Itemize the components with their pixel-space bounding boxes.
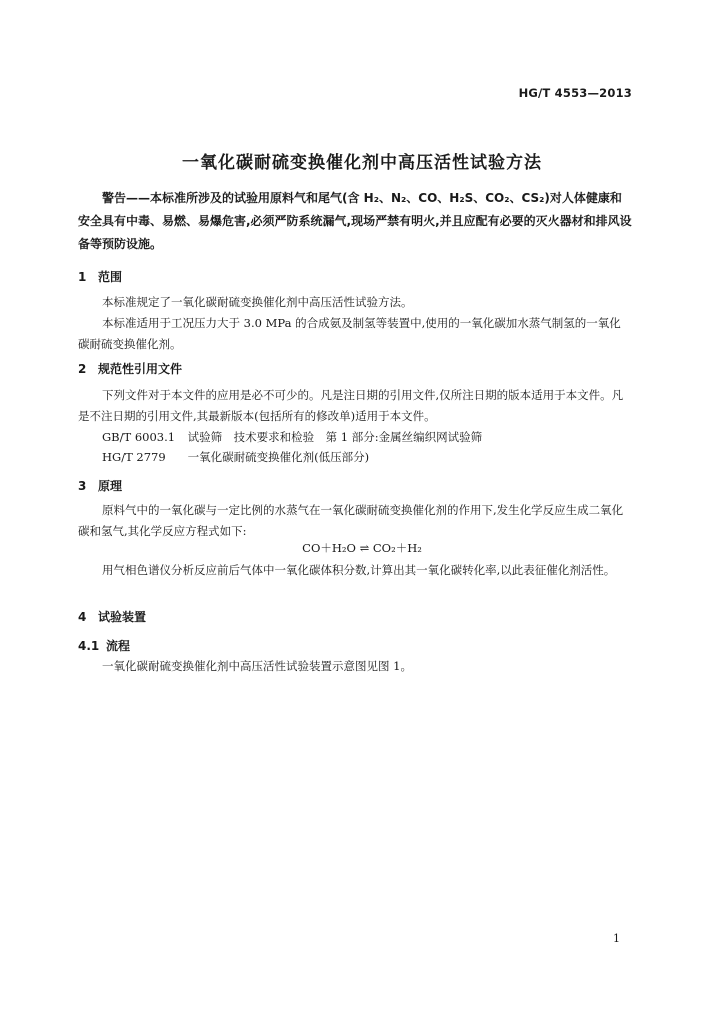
section-number: 2 — [78, 362, 87, 376]
reference-title: 一氧化碳耐硫变换催化剂(低压部分) — [187, 450, 370, 464]
subsection-4-1-paragraph: 一氧化碳耐硫变换催化剂中高压活性试验装置示意图见图 1。 — [102, 659, 412, 673]
warning-paragraph: 警告——本标准所涉及的试验用原料气和尾气(含 H₂、N₂、CO、H₂S、CO₂、CS₂)对人体健康和安全具有中毒、易燃、易爆危害,必须严防系统漏气,现场严禁有明火,并且应配有必要的灭火器材和排风设备等预防设施。 — [78, 191, 632, 251]
reference-code: HG/T 2779 — [102, 450, 166, 464]
reference-code: GB/T 6003.1 — [102, 430, 176, 444]
section-number: 3 — [78, 479, 87, 493]
reference-title: 试验筛 技术要求和检验 第 1 部分:金属丝编织网试验筛 — [187, 430, 483, 444]
section-number: 1 — [78, 270, 87, 284]
section-2-paragraph-1: 下列文件对于本文件的应用是必不可少的。凡是注日期的引用文件,仅所注日期的版本适用于本文件。凡是不注日期的引用文件,其最新版本(包括所有的修改单)适用于本文件。 — [78, 388, 624, 423]
section-1-heading — [78, 268, 122, 285]
subsection-title: 流程 — [106, 639, 131, 653]
document-title: 一氧化碳耐硫变换催化剂中高压活性试验方法 — [182, 153, 542, 173]
page-number: 1 — [613, 932, 620, 945]
section-1-paragraph-2: 本标准适用于工况压力大于 3.0 MPa 的合成氨及制氢等装置中,使用的一氧化碳加水蒸气制氢的一氧化碳耐硫变换催化剂。 — [78, 316, 621, 351]
section-3-heading — [78, 477, 122, 494]
subsection-4-1-heading — [78, 637, 130, 654]
section-2-heading — [78, 360, 182, 377]
reaction-equation: CO＋H₂O ⇌ CO₂＋H₂ — [302, 541, 422, 555]
reference-item — [102, 447, 369, 468]
section-title: 规范性引用文件 — [98, 362, 183, 376]
section-4-heading — [78, 608, 146, 625]
subsection-number: 4.1 — [78, 639, 100, 653]
reference-item — [102, 427, 482, 448]
standard-code: HG/T 4553—2013 — [518, 86, 632, 100]
section-title: 试验装置 — [98, 610, 147, 624]
section-3-paragraph-2: 用气相色谱仪分析反应前后气体中一氧化碳体积分数,计算出其一氧化碳转化率,以此表征催化剂活性。 — [102, 563, 616, 577]
section-number: 4 — [78, 610, 87, 624]
section-title: 范围 — [98, 270, 123, 284]
section-3-paragraph-1: 原料气中的一氧化碳与一定比例的水蒸气在一氧化碳耐硫变换催化剂的作用下,发生化学反应生成二氧化碳和氢气,其化学反应方程式如下: — [78, 503, 624, 538]
section-title: 原理 — [98, 479, 123, 493]
section-1-paragraph-1: 本标准规定了一氧化碳耐硫变换催化剂中高压活性试验方法。 — [102, 295, 413, 309]
